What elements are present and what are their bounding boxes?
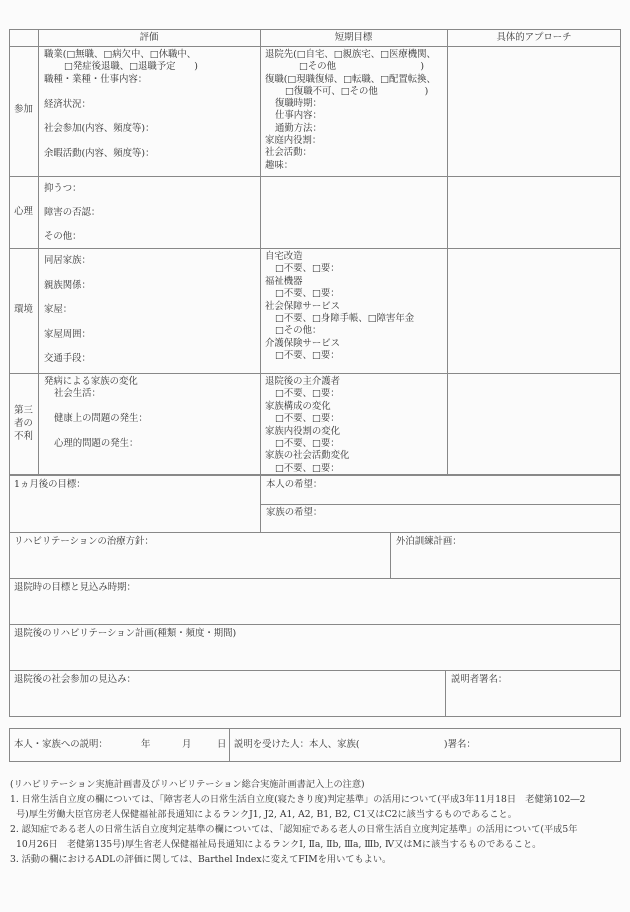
text-line: 復職時期： [275, 98, 322, 110]
explanation-receiver-field[interactable]: 説明を受けた人：本人、家族( )署名： [234, 739, 476, 750]
text-line: 健康上の問題の発生： [54, 413, 148, 425]
row-label-environment: 環境 [14, 304, 33, 315]
note-item: 3. 活動の欄におけるADLの評価に関しては、Barthel Indexに変えてFIMを用いてもよい。 [10, 854, 392, 865]
one-month-goal-field[interactable]: 1ヵ月後の目標： [14, 479, 86, 490]
text-line: □その他： [275, 325, 322, 337]
text-line: 家族内役割の変化 [265, 425, 341, 437]
text-line: 親族関係： [44, 279, 91, 291]
text-line: 仕事内容： [275, 110, 322, 122]
family-wish-field[interactable]: 家族の希望： [266, 507, 323, 518]
text-line: 家屋： [44, 304, 73, 316]
environment-goals[interactable] [261, 249, 447, 373]
post-discharge-social-field[interactable]: 退院後の社会参加の見込み： [14, 674, 136, 685]
text-line: 同居家族： [44, 255, 91, 266]
text-line: 家族の社会活動変化 [265, 450, 350, 462]
text-line: □復職不可、□その他 ) [285, 85, 429, 97]
year-label: 年 [141, 739, 151, 750]
psychology-approach[interactable] [448, 177, 621, 248]
text-line: □不要、□要： [275, 388, 340, 400]
text-line: 社会生活： [54, 388, 101, 400]
text-line: 通勤方法： [275, 122, 322, 134]
text-line: 社会保障サービス [265, 300, 341, 312]
text-line: □不要、□要： [275, 350, 340, 362]
text-line: 経済状況： [44, 98, 91, 110]
text-line: 抑うつ： [44, 183, 82, 194]
text-line: 障害の否認： [44, 207, 101, 218]
row-label-third-party [9, 404, 38, 443]
divider [9, 578, 621, 579]
text-line: □不要、□身障手帳、□障害年金 [275, 313, 415, 325]
text-line: その他： [44, 231, 82, 242]
participation-approach[interactable] [448, 47, 621, 176]
text-line: 趣味： [265, 159, 294, 171]
text-line: 社会参加(内容、頻度等)： [44, 123, 155, 135]
explainer-signature-field[interactable]: 説明者署名： [451, 674, 508, 685]
discharge-goal-field[interactable]: 退院時の目標と見込み時期： [14, 582, 136, 593]
label-line: 者の [14, 418, 33, 429]
header-specific-approach: 具体的アプローチ [496, 32, 572, 43]
environment-approach[interactable] [448, 249, 621, 373]
text-line: 交通手段： [44, 353, 91, 365]
text-line: 余暇活動(内容、頻度等)： [44, 148, 155, 160]
text-line: □不要、□要： [275, 462, 340, 474]
explanation-label: 本人・家族への説明： [14, 739, 108, 750]
post-discharge-rehab-plan-field[interactable]: 退院後のリハビリテーション計画(種類・頻度・期間) [14, 628, 237, 639]
text-line: □不要、□要： [275, 413, 340, 425]
text-line: 退院後の主介護者 [265, 376, 341, 387]
row-label-participation: 参加 [14, 104, 33, 115]
treatment-policy-field[interactable]: リハビリテーションの治療方針： [14, 536, 154, 547]
third-party-goals[interactable] [261, 374, 447, 475]
note-item: 号)厚生労働大臣官房老人保健福祉部長通知によるランクJ1, J2, A1, A2, B1, B2, C1又はC2に該当するものであること。 [16, 809, 517, 820]
explanation-date-field[interactable] [14, 739, 228, 753]
text-line: 発病による家族の変化 [44, 376, 138, 387]
text-line: 社会活動： [265, 147, 312, 159]
participation-goals[interactable] [261, 47, 447, 176]
note-item: 2. 認知症である老人の日常生活自立度判定基準の欄については、「認知症である老人の日常生活自立度判定基準」の活用について(平成5年 [10, 824, 578, 835]
patient-wish-field[interactable]: 本人の希望： [266, 479, 323, 490]
month-label: 月 [182, 739, 192, 750]
notes-title: (リハビリテーション実施計画書及びリハビリテーション総合実施計画書記入上の注意) [10, 779, 365, 790]
psychology-evaluation[interactable] [39, 177, 260, 248]
participation-evaluation[interactable] [39, 47, 260, 176]
text-line: 心理的問題の発生： [54, 438, 139, 450]
note-item: 1. 日常生活自立度の欄については、「障害老人の日常生活自立度(寝たきり度)判定基準」の活用について(平成3年11月18日 老健第102―2 [10, 794, 586, 805]
day-label: 日 [217, 739, 227, 750]
header-short-term-goal: 短期目標 [334, 32, 373, 43]
third-party-approach[interactable] [448, 374, 621, 475]
text-line: 職種・業種・仕事内容： [44, 73, 148, 85]
note-item: 10月26日 老健第135号)厚生省老人保健福祉局長通知によるランクⅠ, Ⅱa, Ⅱb, Ⅲa, Ⅲb, Ⅳ又はMに該当するものであること。 [16, 839, 542, 850]
text-line: 家屋周囲： [44, 328, 91, 340]
text-line: □発症後退職、□退職予定 ) [64, 61, 198, 73]
overnight-training-plan-field[interactable]: 外泊訓練計画： [396, 536, 462, 547]
text-line: □不要、□要： [275, 438, 340, 450]
text-line: 福祉機器 [265, 275, 303, 287]
divider [9, 624, 621, 625]
divider [9, 670, 621, 671]
header-evaluation: 評価 [139, 32, 159, 43]
text-line: □不要、□要： [275, 263, 340, 275]
divider [9, 532, 621, 533]
environment-evaluation[interactable] [39, 249, 260, 373]
third-party-evaluation[interactable] [39, 374, 260, 475]
text-line: 家庭内役割： [265, 135, 322, 147]
text-line: 退院先(□自宅、□親族宅、□医療機関、 [265, 49, 436, 60]
text-line: □その他 ) [299, 61, 425, 73]
text-line: 自宅改造 [265, 251, 303, 262]
psychology-goals[interactable] [261, 177, 447, 248]
text-line: 復職(□現職復帰、□転職、□配置転換、 [265, 73, 436, 85]
text-line: 家族構成の変化 [265, 400, 331, 412]
label-line: 第三 [14, 405, 33, 416]
text-line: □不要、□要： [275, 288, 340, 300]
text-line: 介護保険サービス [265, 337, 341, 349]
text-line: 職業(□無職、□病欠中、□休職中、 [44, 49, 197, 60]
divider [229, 728, 230, 762]
label-line: 不利 [14, 431, 33, 442]
notes-section [10, 777, 625, 867]
row-label-psychology: 心理 [14, 206, 33, 217]
